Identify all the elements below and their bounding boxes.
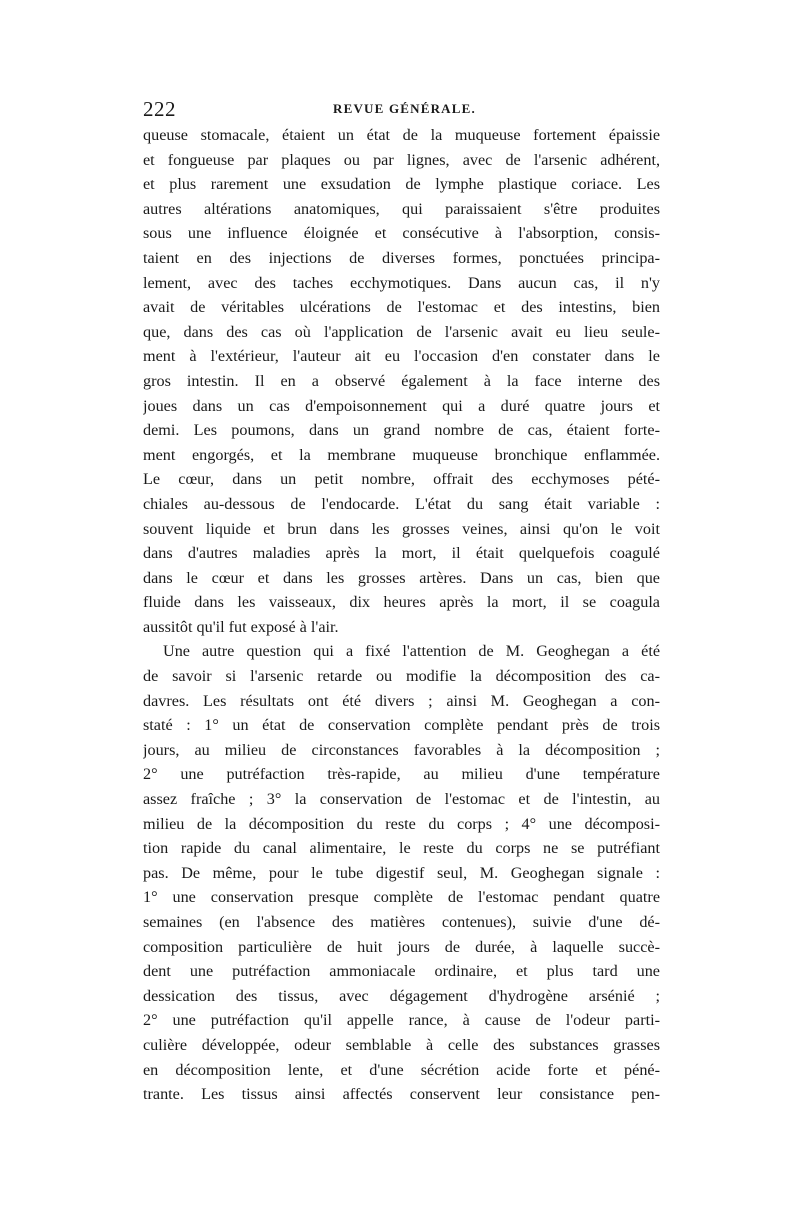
text-line: et plus rarement une exsudation de lymphe plastique coriace. Les <box>143 175 660 194</box>
text-line: chiales au-dessous de l'endocarde. L'état du sang était variable : <box>143 494 660 513</box>
text-line: dent une putréfaction ammoniacale ordinaire, et plus tard une <box>143 962 660 981</box>
text-line: autres altérations anatomiques, qui paraissaient s'être produites <box>143 199 660 218</box>
text-line: et fongueuse par plaques ou par lignes, avec de l'arsenic adhérent, <box>143 150 660 169</box>
text-line: taient en des injections de diverses formes, ponctuées principa- <box>143 248 660 267</box>
text-line: lement, avec des taches ecchymotiques. Dans aucun cas, il n'y <box>143 273 660 292</box>
text-line: staté : 1° un état de conservation complète pendant près de trois <box>143 716 660 735</box>
text-line: trante. Les tissus ainsi affectés conservent leur consistance pen- <box>143 1085 660 1104</box>
text-line: de savoir si l'arsenic retarde ou modifie la décomposition des ca- <box>143 667 660 686</box>
text-line: souvent liquide et brun dans les grosses veines, ainsi qu'on le voit <box>143 519 660 538</box>
text-line: composition particulière de huit jours de durée, à laquelle succè- <box>143 937 660 956</box>
text-line: gros intestin. Il en a observé également à la face interne des <box>143 371 660 390</box>
text-line: milieu de la décomposition du reste du corps ; 4° une décomposi- <box>143 814 660 833</box>
text-line: dans le cœur et dans les grosses artères. Dans un cas, bien que <box>143 568 660 587</box>
paragraph-end-line: aussitôt qu'il fut exposé à l'air. <box>143 617 339 636</box>
text-line: que, dans des cas où l'application de l'arsenic avait eu lieu seule- <box>143 322 660 341</box>
text-line: ment à l'extérieur, l'auteur ait eu l'occasion d'en constater dans le <box>143 347 660 366</box>
text-line: avait de véritables ulcérations de l'estomac et des intestins, bien <box>143 298 660 317</box>
running-head: REVUE GÉNÉRALE. <box>333 101 476 116</box>
text-line: Le cœur, dans un petit nombre, offrait des ecchymoses pété- <box>143 470 660 489</box>
text-line: dessication des tissus, avec dégagement d'hydrogène arsénié ; <box>143 986 660 1005</box>
text-line: en décomposition lente, et d'une sécrétion acide forte et péné- <box>143 1060 660 1079</box>
page-number: 222 <box>143 97 176 121</box>
text-line: ment engorgés, et la membrane muqueuse bronchique enflammée. <box>143 445 660 464</box>
text-line: pas. De même, pour le tube digestif seul, M. Geoghegan signale : <box>143 863 660 882</box>
text-line: culière développée, odeur semblable à celle des substances grasses <box>143 1035 660 1054</box>
text-line: queuse stomacale, étaient un état de la muqueuse fortement épaissie <box>143 126 660 144</box>
text-line: fluide dans les vaisseaux, dix heures après la mort, il se coagula <box>143 593 660 612</box>
text-line: davres. Les résultats ont été divers ; ainsi M. Geoghegan a con- <box>143 691 660 710</box>
paragraph-start-line: Une autre question qui a fixé l'attention de M. Geoghegan a été <box>163 642 660 661</box>
text-line: 2° une putréfaction qu'il appelle rance, à cause de l'odeur parti- <box>143 1011 660 1030</box>
text-line: tion rapide du canal alimentaire, le reste du corps ne se putréfiant <box>143 839 660 858</box>
text-line: jours, au milieu de circonstances favorables à la décomposition ; <box>143 740 660 759</box>
text-line: sous une influence éloignée et consécutive à l'absorption, consis- <box>143 224 660 243</box>
text-line: 2° une putréfaction très-rapide, au milieu d'une température <box>143 765 660 784</box>
text-line: 1° une conservation presque complète de l'estomac pendant quatre <box>143 888 660 907</box>
page-header <box>143 97 658 123</box>
body-text <box>143 123 660 1107</box>
text-line: dans d'autres maladies après la mort, il était quelquefois coagulé <box>143 544 660 563</box>
text-line: semaines (en l'absence des matières contenues), suivie d'une dé- <box>143 913 660 931</box>
text-line: joues dans un cas d'empoisonnement qui a duré quatre jours et <box>143 396 660 415</box>
text-line: demi. Les poumons, dans un grand nombre de cas, étaient forte- <box>143 421 660 440</box>
text-line: assez fraîche ; 3° la conservation de l'estomac et de l'intestin, au <box>143 790 660 809</box>
